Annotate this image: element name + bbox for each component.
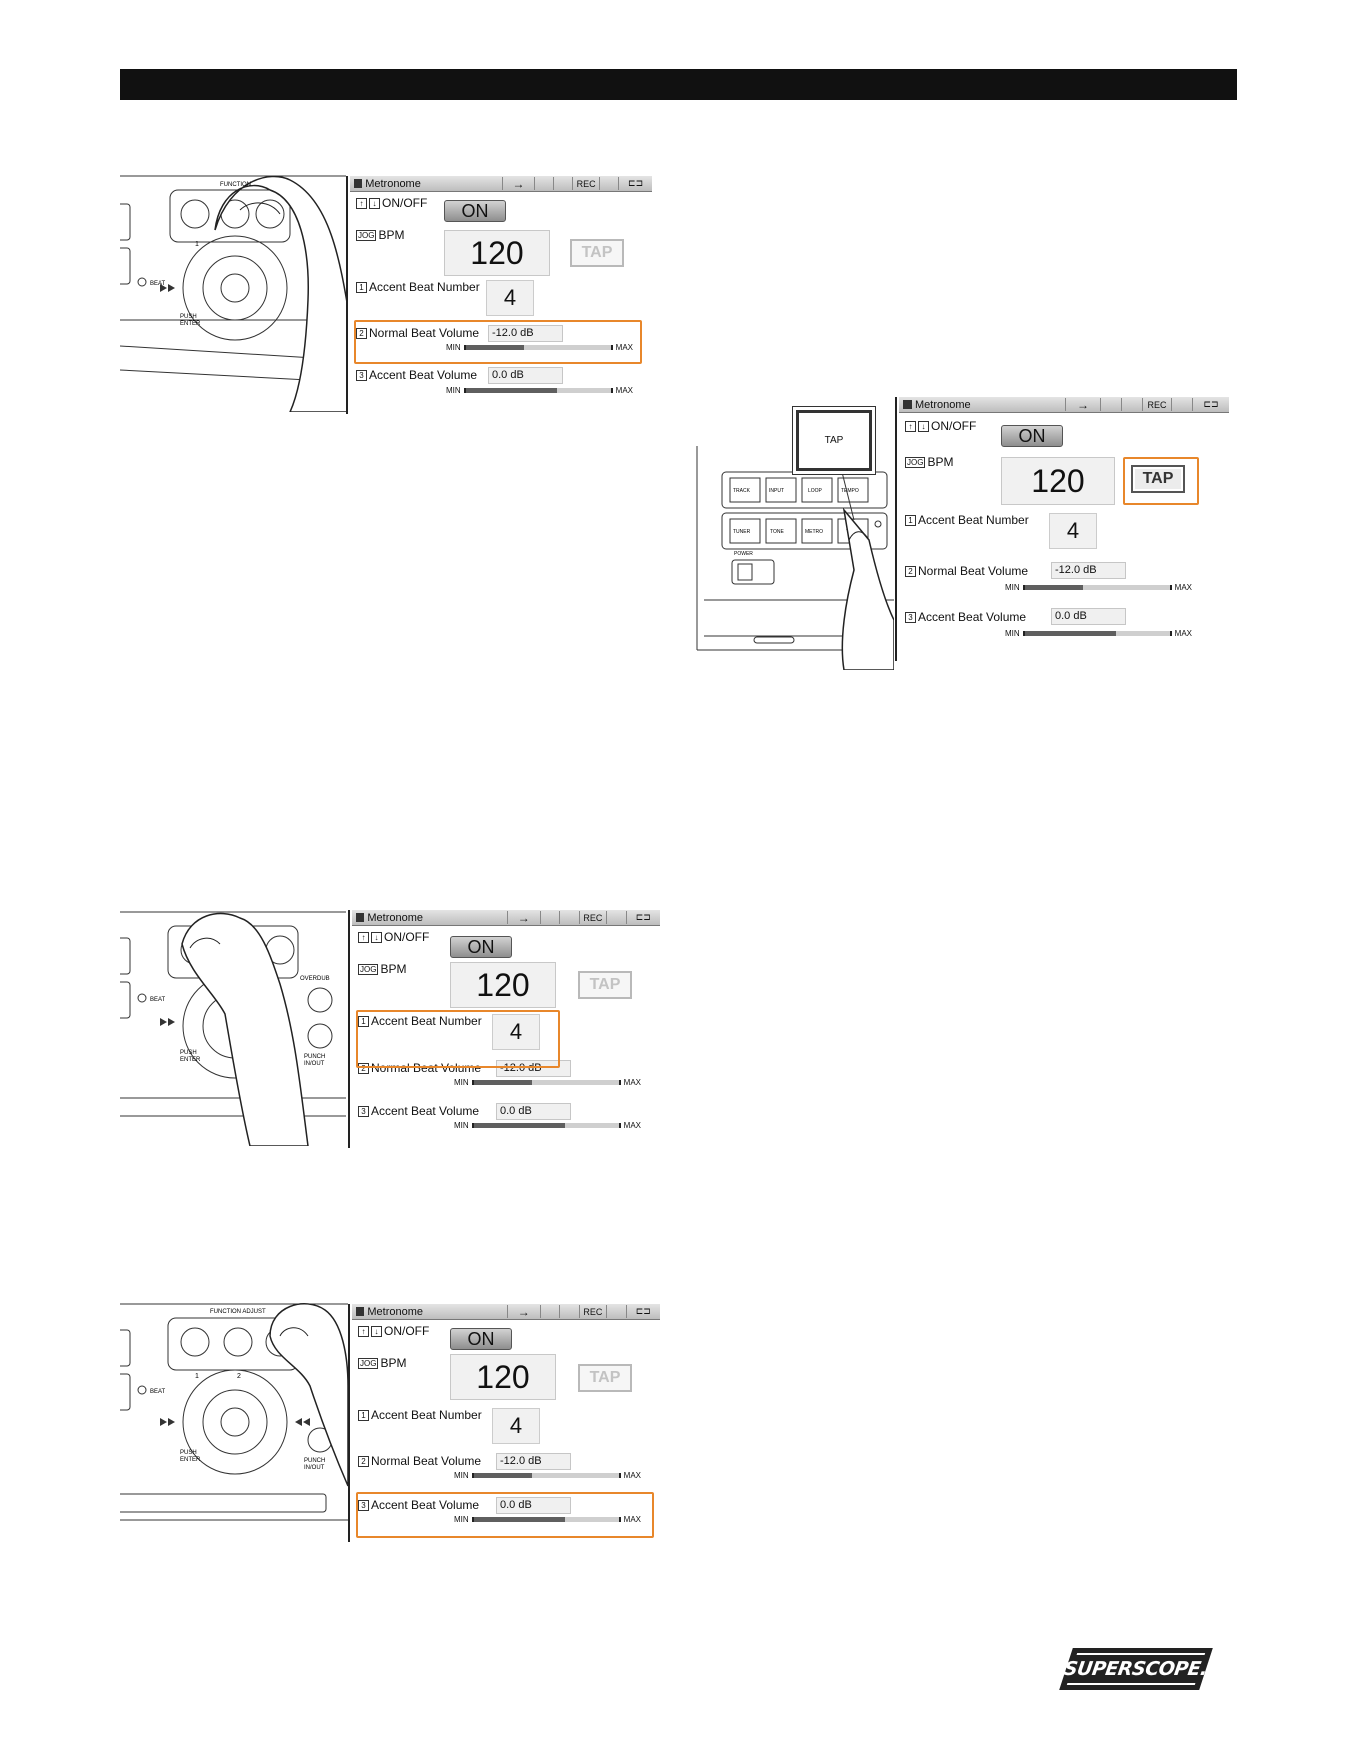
metronome-icon [356,1307,364,1316]
accent-volume-row [356,368,477,382]
slider-fill [474,1080,532,1085]
normal-volume-label: Normal Beat Volume [371,1061,482,1075]
device-illustration-knob-1 [120,904,346,1146]
accent-volume-label: Accent Beat Volume [371,1104,480,1118]
normal-volume-label: Normal Beat Volume [369,326,480,340]
highlight-normal-volume [354,320,642,364]
accent-number-row [358,1408,482,1422]
accent-number-label: Accent Beat Number [918,513,1029,527]
slider-fill [1025,585,1083,590]
normal-volume-slider[interactable]: MIN MAX [1005,583,1193,592]
bpm-label: BPM [927,455,954,469]
bpm-row [358,1356,406,1370]
svg-text:TRACK: TRACK [733,488,750,494]
normal-volume-row [358,1454,481,1468]
key-2-icon: 2 [358,1456,369,1467]
bpm-value[interactable]: 120 [450,1354,556,1400]
header-bar [120,69,1237,100]
svg-text:TUNER: TUNER [733,529,751,535]
up-key-icon: ↑ [358,1326,369,1337]
accent-number-value[interactable]: 4 [492,1408,540,1444]
key-3-icon: 3 [358,1500,369,1511]
bpm-label: BPM [380,962,407,976]
key-1-icon: 1 [356,282,367,293]
jog-key-icon: JOG [360,1358,377,1368]
slider-fill [474,1473,532,1478]
key-1-icon: 1 [358,1410,369,1421]
power-plug-icon: ⊏⊐ [626,911,661,924]
tap-button[interactable]: TAP [570,239,624,267]
rec-indicator: REC [572,177,599,190]
accent-number-value[interactable]: 4 [1049,513,1097,549]
highlight-tap [1123,457,1199,505]
key-1-icon: 1 [905,515,916,526]
svg-text:ENTER: ENTER [180,1457,201,1463]
arrow-icon: → [502,177,534,190]
svg-text:PUSH: PUSH [180,1050,197,1056]
down-key-icon: ↓ [918,421,929,432]
accent-volume-slider[interactable]: MIN MAX [1005,629,1193,638]
slider-fill [466,388,557,393]
normal-volume-label: Normal Beat Volume [918,564,1029,578]
rec-indicator: REC [579,911,606,924]
svg-text:2: 2 [237,1373,241,1380]
accent-volume-slider[interactable]: MIN MAX [454,1121,642,1130]
device-illustration-function-knob [120,170,346,412]
tap-button[interactable]: TAP [578,1364,632,1392]
svg-text:1: 1 [195,241,199,248]
key-3-icon: 3 [358,1106,369,1117]
svg-text:PUSH: PUSH [180,1450,197,1456]
accent-volume-row [358,1104,479,1118]
on-off-row [358,1324,429,1338]
power-plug-icon: ⊏⊐ [618,177,652,190]
metronome-screen-4 [348,1304,660,1542]
on-button[interactable]: ON [450,1328,512,1350]
key-2-icon: 2 [358,1063,369,1074]
up-key-icon: ↑ [905,421,916,432]
accent-number-value[interactable]: 4 [492,1014,540,1050]
on-button[interactable]: ON [444,200,506,222]
arrow-icon: → [1065,398,1100,411]
accent-volume-slider[interactable]: MIN MAX [454,1515,642,1524]
accent-volume-value: 0.0 dB [488,367,563,384]
normal-volume-value: -12.0 dB [488,325,563,342]
slider-fill [1025,631,1116,636]
slider-fill [474,1123,565,1128]
bpm-row [905,455,953,469]
accent-volume-row [905,610,1026,624]
svg-text:ENTER: ENTER [180,321,201,327]
screen-title: Metronome [367,1305,424,1318]
svg-text:PUNCH: PUNCH [304,1054,326,1060]
svg-text:IN/OUT: IN/OUT [304,1061,325,1067]
on-off-label: ON/OFF [382,196,428,210]
bpm-label: BPM [378,228,405,242]
accent-volume-value: 0.0 dB [496,1497,571,1514]
key-2-icon: 2 [356,328,367,339]
up-key-icon: ↑ [358,932,369,943]
svg-text:TONE: TONE [770,529,784,535]
accent-volume-label: Accent Beat Volume [371,1498,480,1512]
normal-volume-slider[interactable]: MIN MAX [446,343,634,352]
accent-number-value[interactable]: 4 [486,280,534,316]
key-1-icon: 1 [358,1016,369,1027]
svg-text:PUSH: PUSH [180,314,197,320]
svg-text:ENTER: ENTER [180,1057,201,1063]
bpm-value[interactable]: 120 [1001,457,1115,505]
normal-volume-row [905,564,1028,578]
tap-button[interactable]: TAP [578,971,632,999]
svg-text:LOOP: LOOP [808,488,822,494]
power-plug-icon: ⊏⊐ [626,1305,661,1318]
bpm-label: BPM [380,1356,407,1370]
normal-volume-slider[interactable]: MIN MAX [454,1078,642,1087]
metronome-icon [903,400,912,409]
screen-title: Metronome [365,177,421,190]
power-plug-icon: ⊏⊐ [1192,398,1229,411]
accent-volume-label: Accent Beat Volume [369,368,478,382]
screen-title-bar [352,1304,660,1320]
svg-text:POWER: POWER [734,551,753,557]
svg-text:1: 1 [195,1373,199,1380]
metronome-screen-3 [348,910,660,1148]
accent-number-label: Accent Beat Number [371,1014,482,1028]
accent-number-row [905,513,1029,527]
screen-title-bar [899,397,1229,413]
metronome-icon [354,179,362,188]
function-label: FUNCTION [220,182,251,188]
jog-key-icon: JOG [360,964,377,974]
bpm-value[interactable]: 120 [444,230,550,276]
svg-text:BEAT: BEAT [150,997,166,1003]
on-button[interactable]: ON [1001,425,1063,447]
jog-key-icon: JOG [358,230,375,240]
bpm-row [358,962,406,976]
accent-volume-label: Accent Beat Volume [918,610,1027,624]
down-key-icon: ↓ [371,932,382,943]
on-off-row [358,930,429,944]
bpm-row [356,228,404,242]
accent-number-label: Accent Beat Number [369,280,480,294]
rec-indicator: REC [579,1305,606,1318]
key-3-icon: 3 [905,612,916,623]
normal-volume-value: -12.0 dB [496,1060,571,1077]
on-off-row [356,196,427,210]
svg-text:TEMPO: TEMPO [841,488,859,494]
metronome-screen-1 [346,176,652,414]
accent-number-row [356,280,480,294]
on-off-row [905,419,976,433]
svg-text:BEAT: BEAT [150,1389,166,1395]
down-key-icon: ↓ [369,198,380,209]
svg-text:PUNCH: PUNCH [304,1458,326,1464]
screen-title: Metronome [915,398,971,411]
jog-key-icon: JOG [907,457,924,467]
tap-button[interactable]: TAP [1131,465,1185,493]
up-key-icon: ↑ [356,198,367,209]
highlight-accent-volume [356,1492,654,1538]
screen-title: Metronome [367,911,424,924]
arrow-icon: → [507,911,540,924]
svg-text:BEAT: BEAT [150,281,166,287]
svg-text:OVERDUB: OVERDUB [300,976,330,982]
down-key-icon: ↓ [371,1326,382,1337]
rec-indicator: REC [1142,398,1171,411]
accent-volume-value: 0.0 dB [496,1103,571,1120]
metronome-icon [356,913,364,922]
key-2-icon: 2 [905,566,916,577]
device-illustration-knob-3 [120,1296,348,1538]
metronome-screen-2 [895,397,1229,661]
on-button[interactable]: ON [450,936,512,958]
svg-text:FUNCTION ADJUST: FUNCTION ADJUST [210,1309,266,1315]
highlight-accent-number [356,1010,560,1068]
svg-text:INPUT: INPUT [769,488,784,494]
svg-text:IN/OUT: IN/OUT [304,1465,325,1471]
key-3-icon: 3 [356,370,367,381]
arrow-icon: → [507,1305,540,1318]
normal-volume-value: -12.0 dB [496,1453,571,1470]
tap-callout: TAP [796,410,872,471]
normal-volume-slider[interactable]: MIN MAX [454,1471,642,1480]
accent-volume-slider[interactable]: MIN MAX [446,386,634,395]
accent-number-label: Accent Beat Number [371,1408,482,1422]
screen-title-bar [352,910,660,926]
on-off-label: ON/OFF [931,419,977,433]
logo-text: SUPERSCOPE. [1062,1658,1210,1680]
on-off-label: ON/OFF [384,930,430,944]
normal-volume-value: -12.0 dB [1051,562,1126,579]
bpm-value[interactable]: 120 [450,962,556,1008]
accent-volume-value: 0.0 dB [1051,608,1126,625]
screen-title-bar [350,176,652,192]
svg-text:METRO: METRO [805,529,824,535]
normal-volume-label: Normal Beat Volume [371,1454,482,1468]
superscope-logo [1059,1648,1213,1690]
on-off-label: ON/OFF [384,1324,430,1338]
